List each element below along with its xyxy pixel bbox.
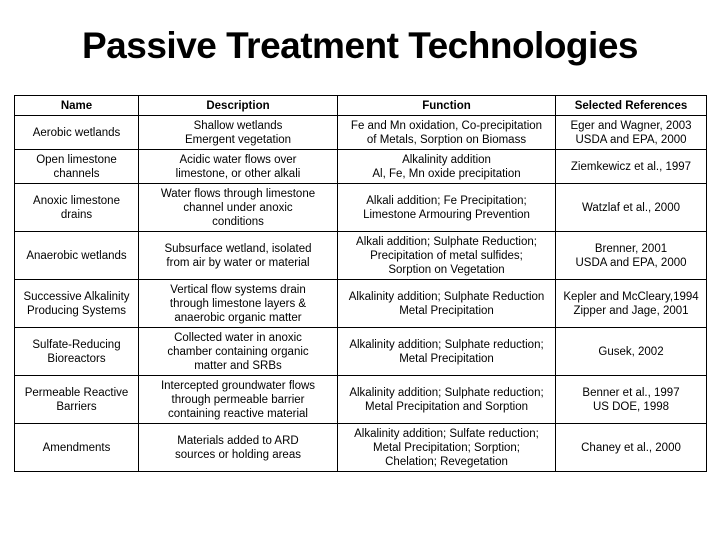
cell-function: Alkalinity addition; Sulfate reduction; Metal Precipitation; Sorption; Chelation; Revegetation [338, 424, 556, 472]
cell-name: Aerobic wetlands [15, 116, 139, 150]
cell-references: Watzlaf et al., 2000 [556, 184, 707, 232]
cell-name: Open limestone channels [15, 150, 139, 184]
cell-name: Amendments [15, 424, 139, 472]
cell-name: Anaerobic wetlands [15, 232, 139, 280]
cell-references: Ziemkewicz et al., 1997 [556, 150, 707, 184]
table-row [15, 328, 707, 376]
cell-function: Alkalinity addition; Sulphate reduction; Metal Precipitation and Sorption [338, 376, 556, 424]
cell-name: Sulfate-Reducing Bioreactors [15, 328, 139, 376]
header-description: Description [139, 96, 338, 116]
cell-function: Alkalinity addition; Sulphate Reduction Metal Precipitation [338, 280, 556, 328]
cell-function: Fe and Mn oxidation, Co-precipitation of Metals, Sorption on Biomass [338, 116, 556, 150]
cell-function: Alkali addition; Sulphate Reduction; Precipitation of metal sulfides; Sorption on Vegetation [338, 232, 556, 280]
cell-description: Vertical flow systems drain through limestone layers & anaerobic organic matter [139, 280, 338, 328]
cell-description: Subsurface wetland, isolated from air by water or material [139, 232, 338, 280]
cell-references: Benner et al., 1997 US DOE, 1998 [556, 376, 707, 424]
cell-name: Successive Alkalinity Producing Systems [15, 280, 139, 328]
table-row [15, 150, 707, 184]
cell-description: Collected water in anoxic chamber containing organic matter and SRBs [139, 328, 338, 376]
cell-description: Water flows through limestone channel under anoxic conditions [139, 184, 338, 232]
header-references: Selected References [556, 96, 707, 116]
table-row [15, 184, 707, 232]
cell-function: Alkali addition; Fe Precipitation; Limestone Armouring Prevention [338, 184, 556, 232]
cell-references: Brenner, 2001 USDA and EPA, 2000 [556, 232, 707, 280]
table-header-row [15, 96, 707, 116]
cell-description: Acidic water flows over limestone, or other alkali [139, 150, 338, 184]
technologies-table [14, 95, 707, 472]
table-row [15, 376, 707, 424]
cell-name: Anoxic limestone drains [15, 184, 139, 232]
header-name: Name [15, 96, 139, 116]
cell-function: Alkalinity addition; Sulphate reduction; Metal Precipitation [338, 328, 556, 376]
cell-description: Shallow wetlands Emergent vegetation [139, 116, 338, 150]
header-function: Function [338, 96, 556, 116]
cell-references: Eger and Wagner, 2003 USDA and EPA, 2000 [556, 116, 707, 150]
table-row [15, 232, 707, 280]
table-row [15, 424, 707, 472]
cell-function: Alkalinity addition Al, Fe, Mn oxide precipitation [338, 150, 556, 184]
cell-description: Materials added to ARD sources or holding areas [139, 424, 338, 472]
table-row [15, 116, 707, 150]
cell-references: Kepler and McCleary,1994 Zipper and Jage, 2001 [556, 280, 707, 328]
table-row [15, 280, 707, 328]
cell-name: Permeable Reactive Barriers [15, 376, 139, 424]
cell-description: Intercepted groundwater flows through permeable barrier containing reactive material [139, 376, 338, 424]
slide-title: Passive Treatment Technologies [82, 25, 638, 66]
cell-references: Chaney et al., 2000 [556, 424, 707, 472]
cell-references: Gusek, 2002 [556, 328, 707, 376]
